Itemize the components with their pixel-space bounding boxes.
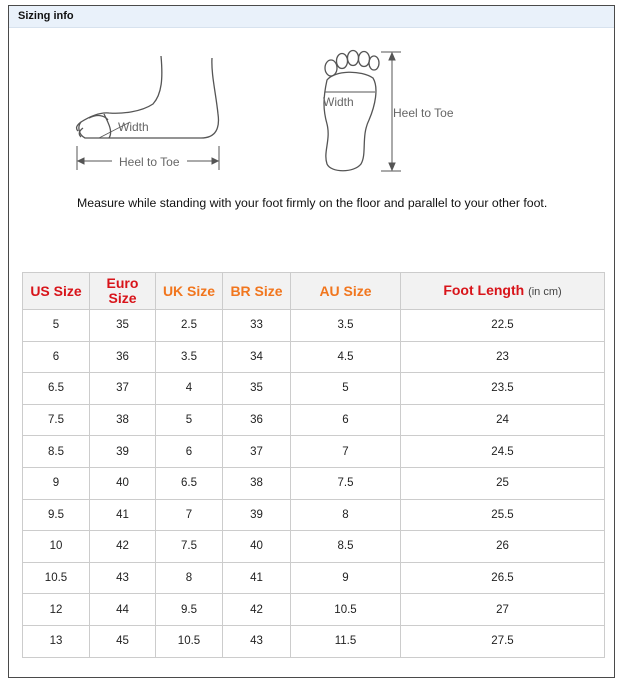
table-row bbox=[23, 562, 605, 594]
cell-euro: 36 bbox=[90, 341, 156, 373]
measurement-instruction: Measure while standing with your foot firmly on the floor and parallel to your other foot. bbox=[77, 196, 548, 210]
cell-au: 11.5 bbox=[291, 625, 401, 657]
col-header-foot-unit: (in cm) bbox=[528, 285, 562, 298]
table-row bbox=[23, 310, 605, 342]
cell-uk: 5 bbox=[156, 404, 223, 436]
cell-uk: 9.5 bbox=[156, 594, 223, 626]
sizing-info-panel bbox=[8, 5, 615, 678]
cell-au: 8 bbox=[291, 499, 401, 531]
col-header-euro-line2: Size bbox=[108, 290, 137, 306]
cell-br: 38 bbox=[223, 467, 291, 499]
cell-br: 42 bbox=[223, 594, 291, 626]
cell-au: 7 bbox=[291, 436, 401, 468]
cell-br: 36 bbox=[223, 404, 291, 436]
cell-us: 10 bbox=[23, 531, 90, 563]
cell-us: 9 bbox=[23, 467, 90, 499]
foot-illustration bbox=[9, 28, 614, 208]
col-header-br: BR Size bbox=[223, 273, 291, 310]
cell-euro: 42 bbox=[90, 531, 156, 563]
cell-au: 8.5 bbox=[291, 531, 401, 563]
sole-foot-icon bbox=[324, 51, 379, 171]
cell-foot: 23.5 bbox=[401, 373, 605, 405]
cell-br: 35 bbox=[223, 373, 291, 405]
sole-width-label: Width bbox=[323, 95, 354, 109]
cell-foot: 26.5 bbox=[401, 562, 605, 594]
cell-uk: 2.5 bbox=[156, 310, 223, 342]
table-header-row bbox=[23, 273, 605, 310]
cell-foot: 24.5 bbox=[401, 436, 605, 468]
cell-foot: 27 bbox=[401, 594, 605, 626]
cell-foot: 23 bbox=[401, 341, 605, 373]
cell-au: 3.5 bbox=[291, 310, 401, 342]
cell-us: 10.5 bbox=[23, 562, 90, 594]
cell-uk: 7.5 bbox=[156, 531, 223, 563]
cell-us: 12 bbox=[23, 594, 90, 626]
table-row bbox=[23, 499, 605, 531]
cell-us: 6 bbox=[23, 341, 90, 373]
table-row bbox=[23, 436, 605, 468]
table-row bbox=[23, 373, 605, 405]
cell-us: 13 bbox=[23, 625, 90, 657]
cell-au: 4.5 bbox=[291, 341, 401, 373]
table-row bbox=[23, 404, 605, 436]
cell-foot: 26 bbox=[401, 531, 605, 563]
cell-foot: 22.5 bbox=[401, 310, 605, 342]
cell-euro: 35 bbox=[90, 310, 156, 342]
cell-au: 10.5 bbox=[291, 594, 401, 626]
cell-euro: 40 bbox=[90, 467, 156, 499]
sole-length-label: Heel to Toe bbox=[393, 106, 454, 120]
cell-foot: 25 bbox=[401, 467, 605, 499]
cell-br: 34 bbox=[223, 341, 291, 373]
cell-uk: 3.5 bbox=[156, 341, 223, 373]
cell-uk: 8 bbox=[156, 562, 223, 594]
cell-us: 7.5 bbox=[23, 404, 90, 436]
cell-au: 6 bbox=[291, 404, 401, 436]
col-header-au: AU Size bbox=[291, 273, 401, 310]
cell-euro: 43 bbox=[90, 562, 156, 594]
table-row bbox=[23, 467, 605, 499]
cell-euro: 41 bbox=[90, 499, 156, 531]
foot-measurement-diagram bbox=[9, 28, 614, 208]
cell-br: 39 bbox=[223, 499, 291, 531]
cell-foot: 27.5 bbox=[401, 625, 605, 657]
cell-au: 7.5 bbox=[291, 467, 401, 499]
cell-br: 41 bbox=[223, 562, 291, 594]
cell-au: 9 bbox=[291, 562, 401, 594]
col-header-uk: UK Size bbox=[156, 273, 223, 310]
table-row bbox=[23, 341, 605, 373]
cell-uk: 4 bbox=[156, 373, 223, 405]
cell-uk: 7 bbox=[156, 499, 223, 531]
table-row bbox=[23, 625, 605, 657]
cell-uk: 6 bbox=[156, 436, 223, 468]
cell-euro: 37 bbox=[90, 373, 156, 405]
side-width-label: Width bbox=[118, 120, 149, 134]
col-header-euro bbox=[90, 273, 156, 310]
cell-euro: 45 bbox=[90, 625, 156, 657]
col-header-foot-length bbox=[401, 273, 605, 310]
table-row bbox=[23, 531, 605, 563]
cell-foot: 25.5 bbox=[401, 499, 605, 531]
cell-uk: 10.5 bbox=[156, 625, 223, 657]
cell-us: 6.5 bbox=[23, 373, 90, 405]
cell-br: 40 bbox=[223, 531, 291, 563]
cell-us: 8.5 bbox=[23, 436, 90, 468]
cell-us: 5 bbox=[23, 310, 90, 342]
cell-br: 33 bbox=[223, 310, 291, 342]
side-length-label: Heel to Toe bbox=[119, 155, 180, 169]
table-row bbox=[23, 594, 605, 626]
cell-foot: 24 bbox=[401, 404, 605, 436]
col-header-foot-label: Foot Length bbox=[443, 281, 525, 298]
cell-euro: 44 bbox=[90, 594, 156, 626]
col-header-us: US Size bbox=[23, 273, 90, 310]
cell-us: 9.5 bbox=[23, 499, 90, 531]
cell-au: 5 bbox=[291, 373, 401, 405]
cell-euro: 38 bbox=[90, 404, 156, 436]
cell-uk: 6.5 bbox=[156, 467, 223, 499]
cell-br: 43 bbox=[223, 625, 291, 657]
panel-title: Sizing info bbox=[9, 6, 614, 28]
cell-euro: 39 bbox=[90, 436, 156, 468]
cell-br: 37 bbox=[223, 436, 291, 468]
col-header-euro-line1: Euro bbox=[106, 275, 139, 291]
size-chart-table bbox=[22, 272, 605, 658]
